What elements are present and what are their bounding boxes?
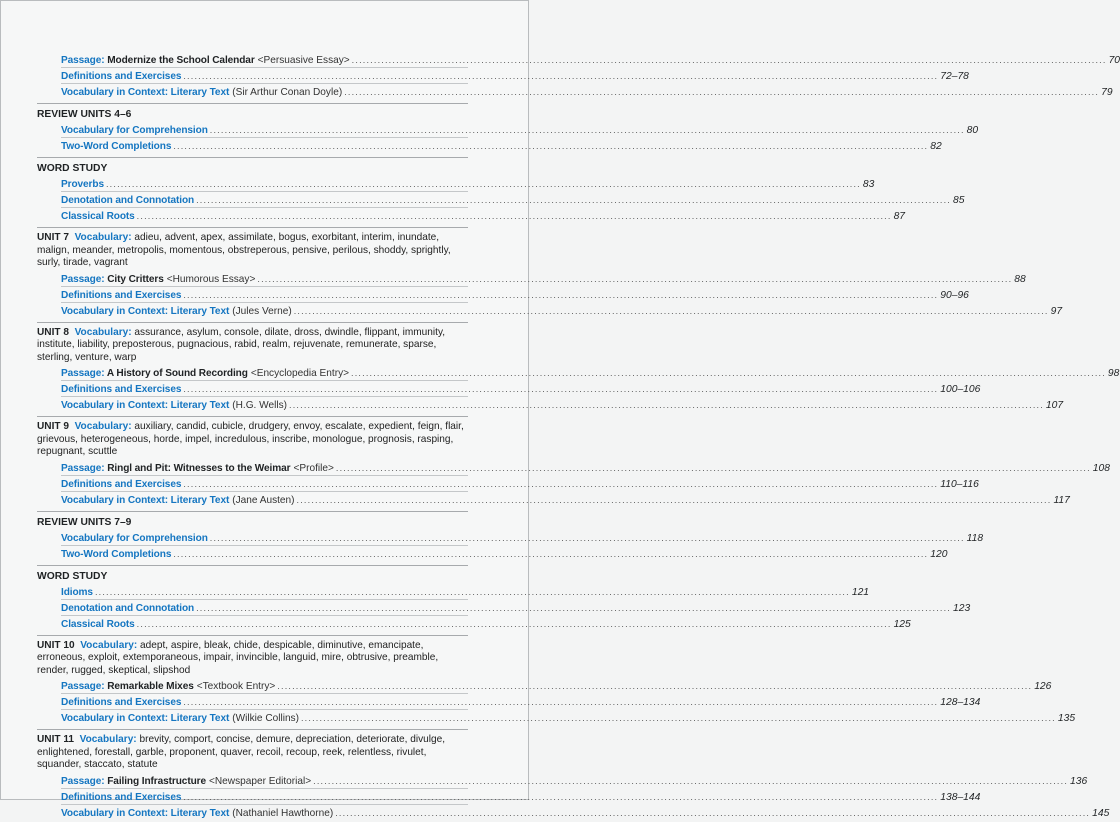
author: (Sir Arthur Conan Doyle) — [232, 87, 343, 98]
vocab-words: adieu, advent, apex, assimilate, bogus, exorbitant, interim, inundate, malign, meander, metropolis, momentous, obstreperous, pensive, perilous, shoddy, sprightly, surly, tirade, vagrant — [37, 232, 451, 268]
leader-dots — [277, 678, 1032, 694]
unit-9-vocabulary — [37, 421, 468, 459]
toc-entry[interactable] — [61, 122, 979, 138]
passage-title: Modernize the School Calendar — [107, 55, 255, 66]
page-number: 83 — [862, 179, 875, 190]
leader-dots — [183, 789, 938, 805]
passage-label: Passage: — [61, 368, 107, 379]
leader-dots — [297, 492, 1052, 508]
section-divider — [37, 511, 468, 512]
passage-label: Passage: — [61, 273, 108, 285]
toc-entry[interactable] — [61, 584, 870, 600]
unit-8-vocabulary — [37, 327, 468, 365]
toc-entry-context[interactable] — [61, 303, 1063, 319]
toc-entry[interactable] — [61, 530, 984, 546]
toc-entry[interactable] — [61, 546, 948, 562]
toc-entry-context[interactable] — [61, 492, 1070, 508]
leader-dots — [183, 68, 938, 84]
passage-title: A History of Sound Recording — [106, 368, 248, 379]
section-divider — [37, 565, 468, 566]
section-divider — [37, 103, 468, 104]
leader-dots — [313, 773, 1068, 789]
leader-dots — [344, 84, 1099, 100]
passage-label: Passage: — [61, 462, 108, 474]
toc-entry-context[interactable] — [61, 84, 1113, 100]
leader-dots — [95, 584, 850, 600]
page-number: 72–78 — [940, 71, 969, 82]
leader-dots — [351, 365, 1106, 381]
author: (Nathaniel Hawthorne) — [232, 807, 334, 819]
page-number: 100–106 — [940, 384, 981, 395]
vocab-label: Vocabulary: — [74, 232, 132, 243]
leader-dots — [137, 208, 892, 224]
author: (Jules Verne) — [232, 305, 292, 317]
entry-title: Vocabulary in Context: Literary Text — [61, 305, 230, 317]
leader-dots — [336, 460, 1091, 476]
leader-dots — [173, 546, 928, 562]
page-number: 136 — [1070, 775, 1088, 787]
leader-dots — [335, 805, 1090, 821]
toc-entry-context[interactable] — [61, 710, 1076, 726]
passage-title: City Critters — [107, 273, 164, 285]
review-heading: REVIEW UNITS 7–9 — [37, 516, 132, 528]
entry-title: Vocabulary in Context: Literary Text — [61, 400, 230, 411]
passage-title: Remarkable Mixes — [107, 681, 194, 692]
passage-genre: <Profile> — [293, 462, 334, 474]
vocab-words: assurance, asylum, console, dilate, dross, dwindle, flippant, immunity, institute, liability, preposterous, pugnacious, rabid, realm, rejuvenate, remunerate, sparse, sterling, venture, warp — [37, 326, 446, 363]
entry-title: Definitions and Exercises — [61, 289, 182, 301]
unit-title: UNIT 7 — [37, 232, 69, 243]
page-number: 118 — [966, 532, 984, 544]
leader-dots — [210, 530, 965, 546]
page-number: 108 — [1092, 462, 1110, 474]
page-number: 145 — [1092, 807, 1110, 819]
passage-title: Ringl and Pit: Witnesses to the Weimar — [107, 462, 291, 474]
entry-title: Vocabulary in Context: Literary Text — [61, 713, 230, 724]
toc-entry-passage-calendar[interactable] — [61, 52, 1120, 68]
toc-entry-definitions[interactable] — [61, 287, 969, 303]
unit-title: UNIT 11 — [37, 734, 75, 745]
section-divider — [37, 227, 468, 228]
vocab-words: brevity, comport, concise, demure, depreciation, deteriorate, divulge, enlightened, forestall, garble, proponent, quaver, recoil, recoup, reek, relentless, rivulet, squander, staccato, statute — [37, 734, 446, 770]
author: (Wilkie Collins) — [232, 713, 299, 724]
vocab-label: Vocabulary: — [74, 326, 132, 338]
page-number: 98 — [1107, 368, 1120, 379]
leader-dots — [289, 397, 1044, 413]
entry-title: Definitions and Exercises — [61, 791, 182, 803]
passage-genre: <Encyclopedia Entry> — [250, 368, 350, 379]
section-divider — [37, 729, 468, 730]
toc-entry[interactable] — [61, 208, 906, 224]
toc-entry-passage[interactable] — [61, 365, 1120, 381]
page-number: 135 — [1057, 713, 1076, 724]
toc-entry[interactable] — [61, 176, 875, 192]
unit-11-vocabulary — [37, 734, 468, 772]
entry-title: Vocabulary in Context: Literary Text — [61, 807, 230, 819]
page-number: 121 — [851, 586, 870, 598]
page-number: 90–96 — [940, 289, 969, 301]
passage-genre: <Newspaper Editorial> — [209, 775, 312, 787]
entry-title: Two-Word Completions — [61, 141, 172, 152]
page-number: 82 — [930, 141, 942, 152]
entry-title: Vocabulary in Context: Literary Text — [61, 87, 230, 98]
passage-genre: <Humorous Essay> — [166, 273, 256, 285]
passage-label: Passage: — [61, 681, 108, 692]
leader-dots — [137, 616, 892, 632]
leader-dots — [183, 694, 938, 710]
unit-title: UNIT 8 — [37, 326, 69, 338]
entry-title: Definitions and Exercises — [61, 478, 182, 490]
vocab-words: auxiliary, candid, cubicle, drudgery, envoy, escalate, expedient, feign, flair, grievous, heterogeneous, horde, impel, incredulous, inscribe, monologue, prognosis, rasping, repugnant, scuttle — [37, 421, 464, 457]
vocab-label: Vocabulary: — [79, 734, 137, 745]
entry-title: Classical Roots — [61, 618, 135, 630]
page-number: 70 — [1108, 55, 1120, 66]
page-number: 79 — [1101, 87, 1113, 98]
entry-title: Definitions and Exercises — [61, 71, 182, 82]
page-number: 125 — [893, 618, 911, 630]
page-number: 88 — [1014, 273, 1026, 285]
entry-title: Definitions and Exercises — [61, 384, 182, 395]
toc-entry[interactable] — [61, 616, 911, 632]
page-number: 110–116 — [940, 478, 979, 490]
section-divider — [37, 322, 468, 323]
page-number: 123 — [953, 602, 971, 614]
unit-10-vocabulary — [37, 640, 468, 678]
word-study-heading: WORD STUDY — [37, 163, 108, 174]
leader-dots — [183, 287, 938, 303]
entry-title: Vocabulary for Comprehension — [61, 125, 208, 136]
page-number: 128–134 — [940, 697, 981, 708]
toc-entry[interactable] — [61, 192, 965, 208]
section-divider — [37, 416, 468, 417]
toc-entry-passage[interactable] — [61, 678, 1052, 694]
leader-dots — [301, 710, 1056, 726]
vocab-words: adept, aspire, bleak, chide, despicable, diminutive, emancipate, erroneous, exploit, extemporaneous, impair, invincible, languid, mire, obtrusive, preamble, render, rugged, skeptical, slipshod — [37, 639, 439, 676]
page-number: 87 — [893, 211, 906, 222]
passage-genre: <Persuasive Essay> — [257, 55, 350, 66]
leader-dots — [210, 122, 965, 138]
unit-7-vocabulary — [37, 232, 468, 270]
toc-entry-passage[interactable] — [61, 773, 1088, 789]
entry-title: Proverbs — [61, 179, 104, 190]
page-number: 85 — [953, 195, 965, 206]
section-divider — [37, 635, 468, 636]
toc-entry-definitions[interactable] — [61, 789, 981, 805]
leader-dots — [294, 303, 1049, 319]
toc-entry-definitions[interactable] — [61, 68, 969, 84]
entry-title: Two-Word Completions — [61, 548, 172, 560]
word-study-heading: WORD STUDY — [37, 570, 108, 582]
page-number: 120 — [930, 548, 948, 560]
author: (Jane Austen) — [232, 494, 295, 506]
review-heading: REVIEW UNITS 4–6 — [37, 109, 132, 120]
entry-title: Denotation and Connotation — [61, 602, 195, 614]
toc-entry-passage[interactable] — [61, 271, 1026, 287]
passage-label: Passage: — [61, 55, 108, 66]
page-number: 97 — [1050, 305, 1063, 317]
vocab-label: Vocabulary: — [74, 421, 132, 432]
page-number: 117 — [1053, 494, 1070, 506]
toc-entry-context[interactable] — [61, 805, 1110, 821]
page-number: 80 — [966, 125, 979, 136]
author: (H.G. Wells) — [232, 400, 288, 411]
leader-dots — [183, 381, 938, 397]
leader-dots — [196, 600, 951, 616]
leader-dots — [106, 176, 861, 192]
entry-title: Definitions and Exercises — [61, 697, 182, 708]
entry-title: Idioms — [61, 586, 93, 598]
section-divider — [37, 157, 468, 158]
entry-title: Vocabulary in Context: Literary Text — [61, 494, 230, 506]
page-number: 138–144 — [940, 791, 981, 803]
unit-title: UNIT 10 — [37, 639, 75, 651]
leader-dots — [183, 476, 938, 492]
entry-title: Vocabulary for Comprehension — [61, 532, 208, 544]
toc-entry-definitions[interactable] — [61, 381, 981, 397]
toc-entry[interactable] — [61, 600, 971, 616]
toc-entry-definitions[interactable] — [61, 476, 979, 492]
vocab-label: Vocabulary: — [80, 639, 138, 651]
leader-dots — [257, 271, 1012, 287]
toc-entry[interactable] — [61, 138, 942, 154]
page-number: 126 — [1034, 681, 1052, 692]
toc-entry-definitions[interactable] — [61, 694, 981, 710]
leader-dots — [196, 192, 951, 208]
passage-genre: <Textbook Entry> — [196, 681, 276, 692]
unit-title: UNIT 9 — [37, 421, 69, 432]
passage-title: Failing Infrastructure — [107, 775, 206, 787]
toc-entry-passage[interactable] — [61, 460, 1110, 476]
page-number: 107 — [1045, 400, 1064, 411]
entry-title: Classical Roots — [61, 211, 135, 222]
entry-title: Denotation and Connotation — [61, 195, 195, 206]
leader-dots — [173, 138, 928, 154]
passage-label: Passage: — [61, 775, 108, 787]
toc-entry-context[interactable] — [61, 397, 1064, 413]
leader-dots — [352, 52, 1107, 68]
